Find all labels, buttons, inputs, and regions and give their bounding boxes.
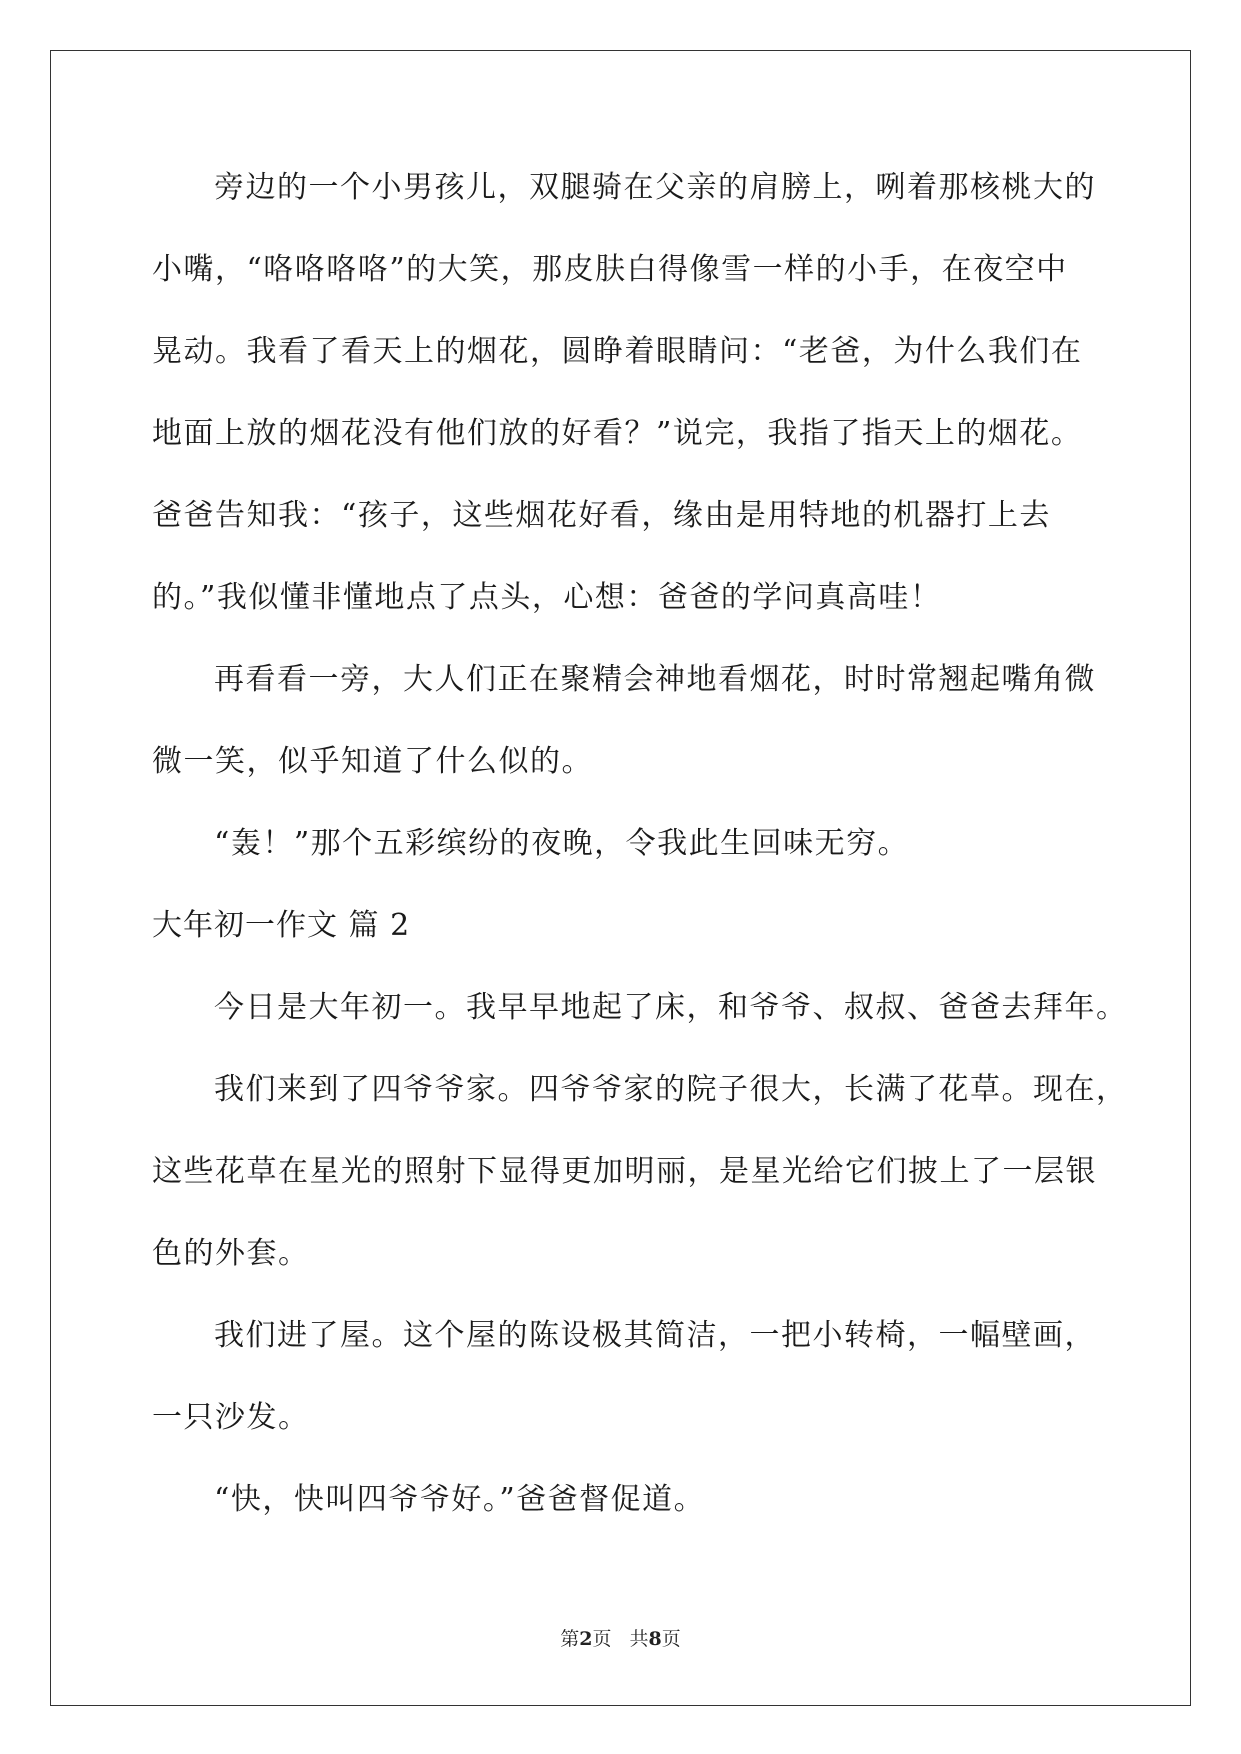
document-body [152, 163, 1128, 1557]
page-label-prefix: 第 [560, 1628, 580, 1650]
text-line: 旁边的一个小男孩儿，双腿骑在父亲的肩膀上，咧着那核桃大的 [214, 170, 1096, 205]
text-line: 再看看一旁，大人们正在聚精会神地看烟花，时时常翘起嘴角微 [214, 662, 1096, 697]
text-line: “快，快叫四爷爷好。”爸爸督促道。 [214, 1482, 706, 1517]
text-line: 一只沙发。 [152, 1400, 310, 1435]
text-line: 地面上放的烟花没有他们放的好看？”说完，我指了指天上的烟花。 [152, 416, 1083, 451]
text-line: 小嘴，“咯咯咯咯”的大笑，那皮肤白得像雪一样的小手，在夜空中 [152, 252, 1068, 287]
text-line: 微一笑，似乎知道了什么似的。 [152, 744, 593, 779]
section-heading: 大年初一作文 篇 2 [152, 908, 411, 943]
text-line: “轰！”那个五彩缤纷的夜晚，令我此生回味无穷。 [214, 826, 910, 861]
text-line: 今日是大年初一。我早早地起了床，和爷爷、叔叔、爸爸去拜年。 [214, 990, 1128, 1025]
text-line: 我们来到了四爷爷家。四爷爷家的院子很大，长满了花草。现在， [214, 1072, 1128, 1107]
text-line: 色的外套。 [152, 1236, 310, 1271]
page-number: 2 [579, 1628, 593, 1650]
page-footer [0, 1627, 1241, 1651]
total-label-suffix: 页 [661, 1628, 681, 1650]
page-label-suffix: 页 [592, 1628, 612, 1650]
text-line: 晃动。我看了看天上的烟花，圆睁着眼睛问：“老爸，为什么我们在 [152, 334, 1083, 369]
total-label-prefix: 共 [629, 1628, 649, 1650]
text-line: 的。”我似懂非懂地点了点头，心想：爸爸的学问真高哇！ [152, 580, 942, 615]
text-line: 爸爸告知我：“孩子，这些烟花好看，缘由是用特地的机器打上去 [152, 498, 1051, 533]
text-line: 这些花草在星光的照射下显得更加明丽，是星光给它们披上了一层银 [152, 1154, 1097, 1189]
total-pages: 8 [648, 1628, 662, 1650]
text-line: 我们进了屋。这个屋的陈设极其简洁，一把小转椅，一幅壁画， [214, 1318, 1096, 1353]
